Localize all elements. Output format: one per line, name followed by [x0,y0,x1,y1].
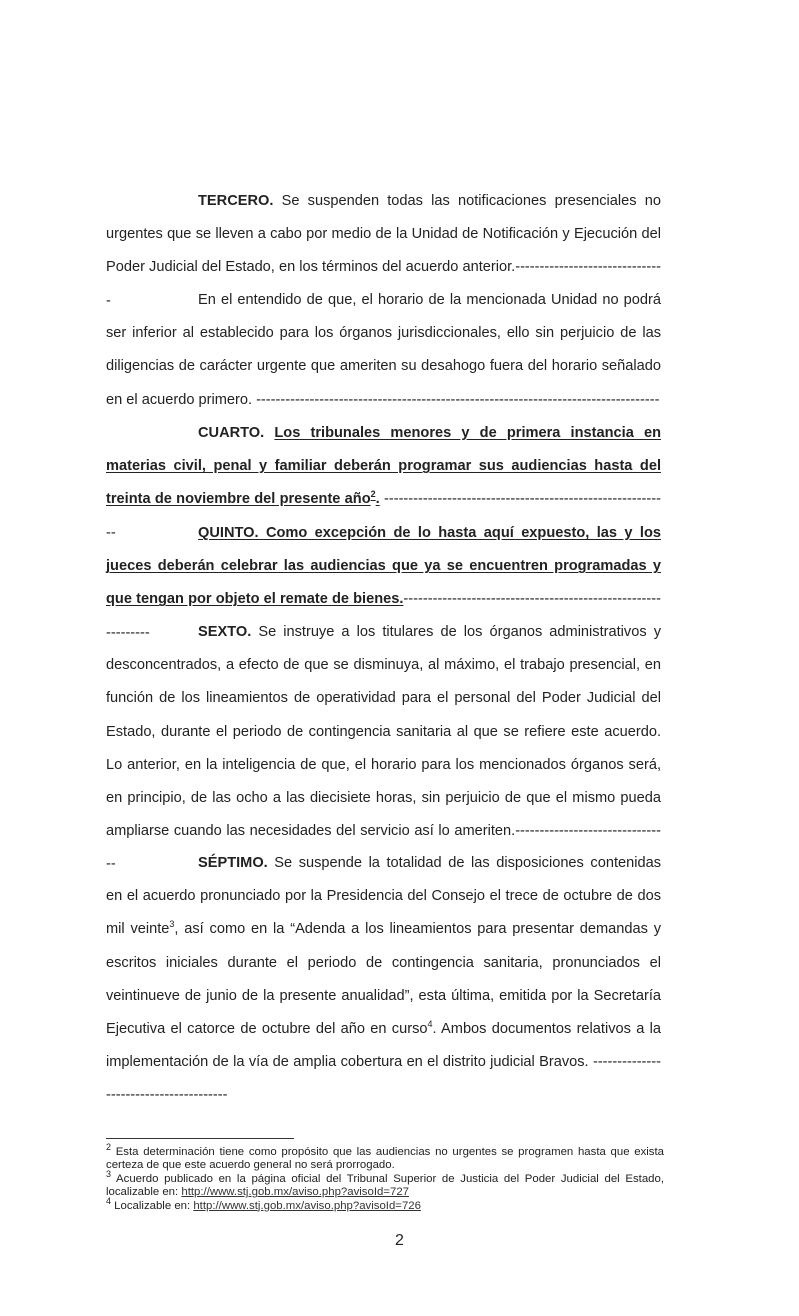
footnote-2 [106,1142,664,1173]
septimo-label: SÉPTIMO. [198,855,268,871]
paragraph-sexto [106,616,661,882]
cuarto-end: . [375,491,380,508]
footnote-text: Acuerdo publicado en la página oficial del Tribunal Superior de Justicia del Poder Judicial del Estado, localizable en: [106,1172,664,1199]
paragraph-entendido [106,284,661,417]
paragraph-septimo [106,847,661,1113]
footnote-4 [106,1195,664,1213]
footnote-ref-4: 4 [427,1019,433,1030]
sexto-text: Se instruye a los titulares de los órganos administrativos y desconcentrados, a efecto de que se disminuya, al máximo, el trabajo presencial, en función de los lineamientos de operatividad para el personal del Poder Judicial del Estado, durante el periodo de contingencia sanitaria al que se refiere este acuerdo. Lo anterior, en la inteligencia de que, el horario para los mencionados órganos será, en principio, de las ocho a las diecisiete horas, sin perjuicio de que el mismo pueda ampliarse cuando las necesidades del servicio así lo ameriten.-------------------------------- [106,624,661,873]
footnote-number: 4 [106,1195,112,1206]
tercero-label: TERCERO. [198,193,274,209]
footnote-separator [106,1138,294,1139]
footnote-number: 2 [106,1142,112,1153]
cuarto-text: Los tribunales menores y de primera instancia en materias civil, penal y familiar deberán programar sus audiencias hasta del treinta de noviembre del presente año [106,425,661,508]
septimo-text-2: , así como en la “Adenda a los lineamientos para presentar demandas y escritos iniciales durante el periodo de contingencia sanitaria, pronunciados el veintinueve de junio de la presente anualidad”, esta última, emitida por la Secretaría Ejecutiva el catorce de octubre del año en curso [106,921,661,1038]
footnote-link[interactable]: http://www.stj.gob.mx/aviso.php?avisoId=726 [193,1199,421,1212]
page-number: 2 [395,1232,404,1249]
footnote-ref-3: 3 [169,919,175,930]
footnote-text: Esta determinación tiene como propósito que las audiencias no urgentes se programen hasta que exista certeza de que este acuerdo general no será prorrogado. [106,1146,664,1172]
cuarto-tail: ----------------------------------------------------------- [106,491,661,541]
footnote-3 [106,1169,664,1200]
septimo-text-3: . Ambos documentos relativos a la implementación de la vía de amplia cobertura en el distrito judicial Bravos. --------------------------------------- [106,1021,661,1104]
quinto-text: QUINTO. Como excepción de lo hasta aquí expuesto, las y los jueces deberán celebrar las audiencias que ya se encuentren programadas y que tengan por objeto el remate de bienes. [106,525,661,608]
entendido-text: En el entendido de que, el horario de la mencionada Unidad no podrá ser inferior al establecido para los órganos jurisdiccionales, ello sin perjuicio de las diligencias de carácter urgente que ameriten su desahogo fuera del horario señalado en el acuerdo primero. ----------------------------------------------------------------------------------- [106,292,661,408]
tercero-text: Se suspenden todas las notificaciones presenciales no urgentes que se lleven a cabo por medio de la Unidad de Notificación y Ejecución del Poder Judicial del Estado, en los términos del acuerdo anterior.------------------------------- [106,193,661,309]
footnote-text: Localizable en: [111,1199,194,1212]
quinto-tail: -------------------------------------------------------------- [106,591,661,641]
septimo-text-1: Se suspende la totalidad de las disposiciones contenidas en el acuerdo pronunciado por la Presidencia del Consejo el trece de octubre de dos mil veinte [106,855,661,938]
footnote-link[interactable]: http://www.stj.gob.mx/aviso.php?avisoId=727 [181,1186,409,1199]
sexto-label: SEXTO. [198,624,252,640]
footnotes [106,1142,664,1213]
footnote-number: 3 [106,1169,112,1180]
cuarto-label: CUARTO. [198,425,265,441]
footnote-ref-2: 2 [370,489,376,500]
